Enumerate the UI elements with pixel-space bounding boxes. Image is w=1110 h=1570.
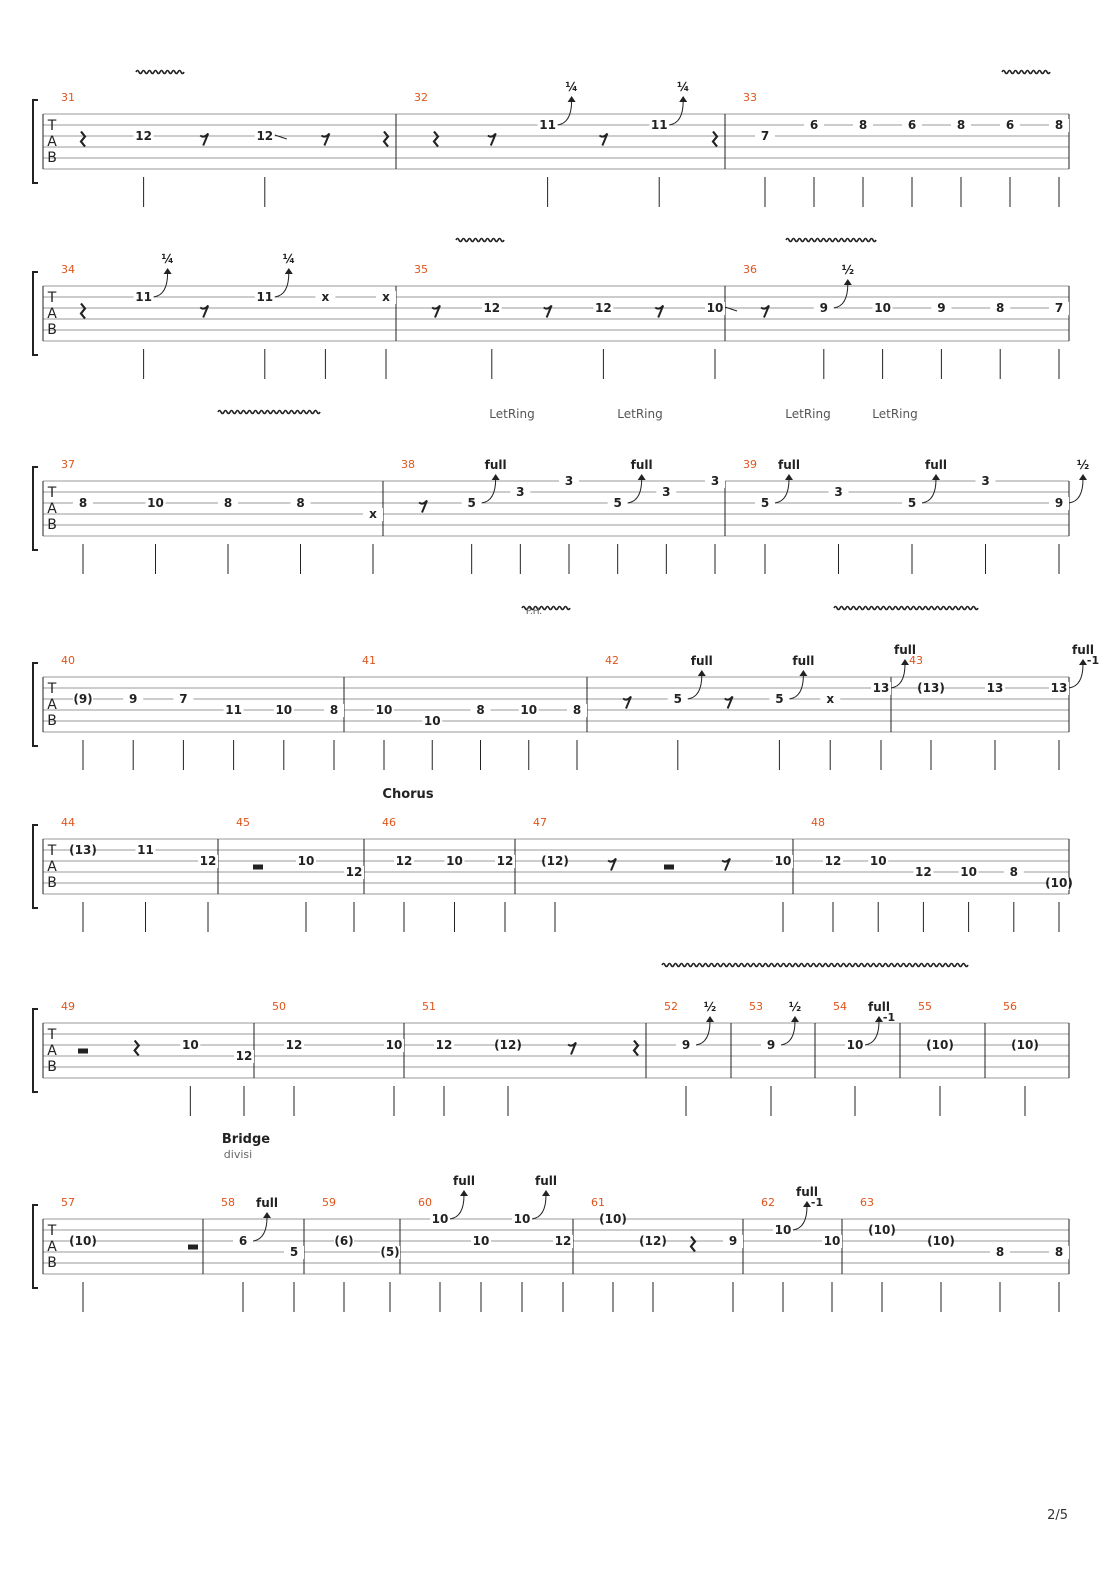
eighth-rest xyxy=(432,306,440,318)
vibrato-mark xyxy=(834,607,978,610)
fret-number: 11 xyxy=(256,290,274,304)
bend-arrowhead xyxy=(492,474,500,480)
bend-amount: ½ xyxy=(841,263,855,277)
system-bracket xyxy=(33,1009,38,1092)
tab-clef-letter: T xyxy=(47,485,57,501)
bend-arrow xyxy=(1069,479,1083,503)
fret-number: 12 xyxy=(483,301,501,315)
fret-number: 10 xyxy=(472,1234,490,1248)
bend-amount: ¼ xyxy=(282,252,296,266)
section-label-chorus: Chorus xyxy=(382,787,434,802)
quarter-rest xyxy=(713,132,717,147)
measure-number: 53 xyxy=(749,1000,763,1013)
bend-arrow xyxy=(450,1195,464,1219)
fret-number: (10) xyxy=(868,1223,896,1237)
fret-number: 8 xyxy=(1054,118,1064,132)
fret-number: 8 xyxy=(1054,1245,1064,1259)
tab-clef-letter: A xyxy=(47,697,57,713)
measure-number: 42 xyxy=(605,654,619,667)
fret-number: 10 xyxy=(706,301,724,315)
fret-number: 12 xyxy=(285,1038,303,1052)
fret-number: 12 xyxy=(915,865,932,879)
fret-number: (13) xyxy=(917,681,945,695)
bend-arrowhead xyxy=(932,474,940,480)
tab-clef-letter: A xyxy=(47,134,57,150)
measure-number: 62 xyxy=(761,1196,775,1209)
fret-number: 8 xyxy=(956,118,966,132)
fret-number: 12 xyxy=(235,1049,253,1063)
fret-number: 11 xyxy=(135,290,152,304)
eighth-rest xyxy=(722,859,730,871)
fret-number: 11 xyxy=(650,118,668,132)
bend-arrow xyxy=(696,1021,710,1045)
fret-number: 10 xyxy=(446,854,463,868)
measure-number: 61 xyxy=(591,1196,605,1209)
fret-number: 7 xyxy=(179,692,188,706)
tab-clef-letter: B xyxy=(47,150,57,166)
eighth-rest xyxy=(599,134,607,146)
fret-number: 8 xyxy=(476,703,485,717)
bend-amount: full xyxy=(1072,643,1094,657)
eighth-rest xyxy=(544,306,552,318)
bend-amount: full xyxy=(868,1000,890,1014)
measure-number: 38 xyxy=(401,458,415,471)
fret-number: 8 xyxy=(1009,865,1018,879)
bend-amount: ¼ xyxy=(565,80,578,94)
fret-number: (12) xyxy=(639,1234,667,1248)
bend-amount: full xyxy=(535,1174,557,1188)
fret-number: (12) xyxy=(541,854,569,868)
bend-arrowhead xyxy=(875,1016,883,1022)
eighth-rest xyxy=(200,134,208,146)
fret-number: 9 xyxy=(937,301,946,315)
measure-number: 46 xyxy=(382,816,396,829)
palm-mute-label: P.H. xyxy=(525,607,543,617)
eighth-rest xyxy=(761,306,769,318)
fret-number: 10 xyxy=(774,854,792,868)
measure-number: 41 xyxy=(362,654,376,667)
section-label-divisi: divisi xyxy=(223,1148,253,1161)
system-bracket xyxy=(33,272,38,355)
measure-number: 33 xyxy=(743,91,757,104)
measure-number: 48 xyxy=(811,816,825,829)
fret-number: 3 xyxy=(516,485,525,499)
bend-arrowhead xyxy=(1079,659,1087,665)
tab-clef-letter: T xyxy=(47,290,57,306)
eighth-rest xyxy=(725,697,733,709)
bend-arrow xyxy=(275,273,289,297)
fret-number: 8 xyxy=(329,703,339,717)
fret-number: 10 xyxy=(513,1212,531,1226)
eighth-rest xyxy=(200,306,208,318)
tab-clef-letter: B xyxy=(47,1059,57,1075)
measure-number: 34 xyxy=(61,263,75,276)
bend-arrowhead xyxy=(263,1212,271,1218)
bend-arrowhead xyxy=(799,670,807,676)
bend-arrow xyxy=(1069,664,1083,688)
fret-number: 9 xyxy=(129,692,138,706)
quarter-rest xyxy=(81,304,85,319)
let-ring-label: LetRing xyxy=(872,407,918,421)
bend-arrowhead xyxy=(791,1016,799,1022)
bend-arrow xyxy=(482,479,496,503)
bend-arrowhead xyxy=(698,670,706,676)
fret-number: (9) xyxy=(73,692,93,706)
fret-number: 12 xyxy=(496,854,514,868)
fret-number: 12 xyxy=(256,129,274,143)
fret-number: 3 xyxy=(710,474,720,488)
tab-clef-letter: B xyxy=(47,322,57,338)
half-rest xyxy=(78,1049,88,1054)
bend-arrowhead xyxy=(706,1016,714,1022)
measure-number: 56 xyxy=(1003,1000,1017,1013)
half-rest xyxy=(188,1245,198,1250)
bend-amount: full xyxy=(778,458,800,472)
fret-number: 13 xyxy=(1050,681,1068,695)
fret-number: 3 xyxy=(662,485,671,499)
bend-amount: full xyxy=(925,458,947,472)
fret-number: 10 xyxy=(774,1223,792,1237)
fret-number: 10 xyxy=(960,865,977,879)
bend-arrow xyxy=(154,273,168,297)
fret-number: 7 xyxy=(760,129,770,143)
measure-number: 44 xyxy=(61,816,75,829)
fret-number: 12 xyxy=(554,1234,572,1248)
eighth-rest xyxy=(568,1043,576,1055)
bend-arrow xyxy=(793,1206,807,1230)
eighth-rest xyxy=(419,501,427,513)
bend-arrowhead xyxy=(803,1201,811,1207)
bend-arrow xyxy=(669,101,683,125)
fret-number: 6 xyxy=(809,118,819,132)
bend-amount: full xyxy=(690,654,713,668)
bend-arrow xyxy=(922,479,936,503)
fret-number: 6 xyxy=(238,1234,248,1248)
bend-arrow xyxy=(558,101,572,125)
fret-number: (10) xyxy=(926,1038,954,1052)
measure-number: 47 xyxy=(533,816,547,829)
fret-number: 13 xyxy=(872,681,890,695)
fret-number: 8 xyxy=(296,496,305,510)
let-ring-label: LetRing xyxy=(489,407,535,421)
fret-number: 5 xyxy=(289,1245,299,1259)
fret-number: 9 xyxy=(728,1234,738,1248)
measure-number: 39 xyxy=(743,458,757,471)
tab-clef-letter: A xyxy=(47,306,57,322)
bend-arrow xyxy=(834,284,848,308)
tab-clef-letter: T xyxy=(47,843,57,859)
fret-number: (13) xyxy=(69,843,97,857)
bend-amount: ½ xyxy=(788,1000,802,1014)
measure-number: 35 xyxy=(414,263,428,276)
fret-number: (6) xyxy=(334,1234,354,1248)
let-ring-label: LetRing xyxy=(785,407,831,421)
fret-number: 10 xyxy=(846,1038,864,1052)
page-number: 2/5 xyxy=(1047,1508,1068,1523)
tab-clef-letter: T xyxy=(47,1223,57,1239)
fret-number: 10 xyxy=(275,703,293,717)
bend-release: -1 xyxy=(810,1196,824,1209)
fret-number: 9 xyxy=(1054,496,1064,510)
fret-number: (10) xyxy=(927,1234,955,1248)
bend-arrow xyxy=(891,664,905,688)
fret-number: 5 xyxy=(613,496,622,510)
eighth-rest xyxy=(623,697,631,709)
bend-amount: full xyxy=(792,654,815,668)
fret-number: 10 xyxy=(297,854,315,868)
fret-number: 9 xyxy=(766,1038,776,1052)
tab-clef-letter: B xyxy=(47,713,57,729)
bend-arrowhead xyxy=(285,268,293,274)
fret-number: 10 xyxy=(431,1212,449,1226)
tab-clef-letter: T xyxy=(47,681,57,697)
fret-number: 10 xyxy=(423,714,441,728)
bend-release: -1 xyxy=(1086,654,1100,667)
quarter-rest xyxy=(634,1041,638,1056)
tab-clef-letter: T xyxy=(47,1027,57,1043)
fret-number: 10 xyxy=(385,1038,403,1052)
fret-number: 8 xyxy=(858,118,868,132)
tab-clef-letter: B xyxy=(47,1255,57,1271)
vibrato-mark xyxy=(456,239,504,242)
bend-arrow xyxy=(789,675,803,699)
bend-arrowhead xyxy=(679,96,687,102)
vibrato-mark xyxy=(136,71,184,74)
bend-amount: full xyxy=(256,1196,278,1210)
fret-number: 5 xyxy=(673,692,682,706)
fret-number: 12 xyxy=(595,301,612,315)
measure-number: 55 xyxy=(918,1000,932,1013)
bend-amount: ¼ xyxy=(161,252,174,266)
vibrato-mark xyxy=(218,411,320,414)
vibrato-mark xyxy=(1002,71,1050,74)
fret-number: (10) xyxy=(69,1234,97,1248)
fret-number: 10 xyxy=(823,1234,841,1248)
system-bracket xyxy=(33,467,38,550)
bend-amount: full xyxy=(453,1174,475,1188)
system-bracket xyxy=(33,825,38,908)
quarter-rest xyxy=(384,132,388,147)
fret-number: 8 xyxy=(223,496,233,510)
fret-number: 5 xyxy=(907,496,917,510)
bend-arrowhead xyxy=(542,1190,550,1196)
eighth-rest xyxy=(608,859,616,871)
fret-number: 5 xyxy=(467,496,476,510)
bend-arrowhead xyxy=(844,279,852,285)
bend-amount: full xyxy=(630,458,653,472)
fret-number: 10 xyxy=(869,854,887,868)
fret-number: 5 xyxy=(775,692,784,706)
half-rest xyxy=(664,865,674,870)
fret-number: (12) xyxy=(494,1038,522,1052)
measure-number: 51 xyxy=(422,1000,436,1013)
bend-amount: ½ xyxy=(1076,458,1090,472)
fret-number: 3 xyxy=(981,474,990,488)
measure-number: 57 xyxy=(61,1196,75,1209)
bend-arrowhead xyxy=(901,659,909,665)
measure-number: 58 xyxy=(221,1196,235,1209)
fret-number: 5 xyxy=(760,496,770,510)
tab-clef-letter: B xyxy=(47,875,57,891)
bend-arrowhead xyxy=(785,474,793,480)
measure-number: 36 xyxy=(743,263,757,276)
bend-arrowhead xyxy=(164,268,172,274)
fret-number: 10 xyxy=(520,703,538,717)
eighth-rest xyxy=(655,306,663,318)
tab-clef-letter: T xyxy=(47,118,57,134)
tab-clef-letter: A xyxy=(47,501,57,517)
bend-amount: full xyxy=(796,1185,818,1199)
fret-number: 8 xyxy=(996,301,1005,315)
measure-number: 54 xyxy=(833,1000,847,1013)
fret-number: 10 xyxy=(375,703,393,717)
bend-arrowhead xyxy=(1079,474,1087,480)
fret-number: 11 xyxy=(539,118,556,132)
measure-number: 60 xyxy=(418,1196,432,1209)
fret-number: x xyxy=(369,507,377,521)
fret-number: 3 xyxy=(564,474,574,488)
fret-number: 12 xyxy=(345,865,363,879)
bend-arrow xyxy=(775,479,789,503)
quarter-rest xyxy=(81,132,85,147)
bend-arrowhead xyxy=(638,474,646,480)
fret-number: x xyxy=(321,290,330,304)
fret-number: x xyxy=(382,290,390,304)
eighth-rest xyxy=(488,134,496,146)
bend-arrow xyxy=(688,675,702,699)
fret-number: x xyxy=(826,692,835,706)
eighth-rest xyxy=(321,134,329,146)
let-ring-label: LetRing xyxy=(617,407,663,421)
bend-amount: ½ xyxy=(703,1000,717,1014)
half-rest xyxy=(253,865,263,870)
fret-number: 6 xyxy=(1005,118,1015,132)
vibrato-mark xyxy=(786,239,876,242)
bend-arrow xyxy=(532,1195,546,1219)
fret-number: (5) xyxy=(380,1245,400,1259)
system-bracket xyxy=(33,1205,38,1288)
measure-number: 32 xyxy=(414,91,428,104)
fret-number: 8 xyxy=(995,1245,1005,1259)
measure-number: 43 xyxy=(909,654,923,667)
measure-number: 40 xyxy=(61,654,75,667)
bend-amount: ¼ xyxy=(676,80,690,94)
bend-amount: full xyxy=(484,458,507,472)
measure-number: 50 xyxy=(272,1000,286,1013)
bend-release: -1 xyxy=(882,1011,896,1024)
quarter-rest xyxy=(434,132,438,147)
bend-arrow xyxy=(865,1021,879,1045)
fret-number: (10) xyxy=(1011,1038,1039,1052)
fret-number: (10) xyxy=(1045,876,1073,890)
fret-number: 12 xyxy=(199,854,217,868)
fret-number: 12 xyxy=(824,854,842,868)
tab-clef-letter: B xyxy=(47,517,57,533)
tab-clef-letter: A xyxy=(47,1239,57,1255)
fret-number: 12 xyxy=(135,129,152,143)
fret-number: 11 xyxy=(137,843,154,857)
fret-number: 13 xyxy=(986,681,1004,695)
bend-arrowhead xyxy=(460,1190,468,1196)
quarter-rest xyxy=(691,1237,695,1252)
bend-amount: full xyxy=(894,643,916,657)
bend-arrow xyxy=(628,479,642,503)
fret-number: 8 xyxy=(572,703,582,717)
fret-number: 9 xyxy=(819,301,828,315)
measure-number: 37 xyxy=(61,458,75,471)
tab-clef-letter: A xyxy=(47,1043,57,1059)
fret-number: 7 xyxy=(1054,301,1064,315)
fret-number: (10) xyxy=(599,1212,627,1226)
measure-number: 52 xyxy=(664,1000,678,1013)
bend-arrow xyxy=(781,1021,795,1045)
system-bracket xyxy=(33,100,38,183)
fret-number: 11 xyxy=(225,703,242,717)
bend-arrow xyxy=(253,1217,267,1241)
fret-number: 9 xyxy=(681,1038,691,1052)
fret-number: 8 xyxy=(78,496,88,510)
fret-number: 10 xyxy=(181,1038,199,1052)
measure-number: 49 xyxy=(61,1000,75,1013)
fret-number: 6 xyxy=(907,118,917,132)
fret-number: 12 xyxy=(395,854,413,868)
system-bracket xyxy=(33,663,38,746)
fret-number: 10 xyxy=(874,301,891,315)
measure-number: 59 xyxy=(322,1196,336,1209)
fret-number: 12 xyxy=(435,1038,453,1052)
measure-number: 45 xyxy=(236,816,250,829)
vibrato-mark xyxy=(662,964,968,967)
fret-number: 10 xyxy=(147,496,164,510)
measure-number: 31 xyxy=(61,91,75,104)
quarter-rest xyxy=(135,1041,139,1056)
section-label-bridge: Bridge xyxy=(221,1132,271,1147)
tab-clef-letter: A xyxy=(47,859,57,875)
bend-arrowhead xyxy=(568,96,576,102)
fret-number: 3 xyxy=(834,485,843,499)
measure-number: 63 xyxy=(860,1196,874,1209)
